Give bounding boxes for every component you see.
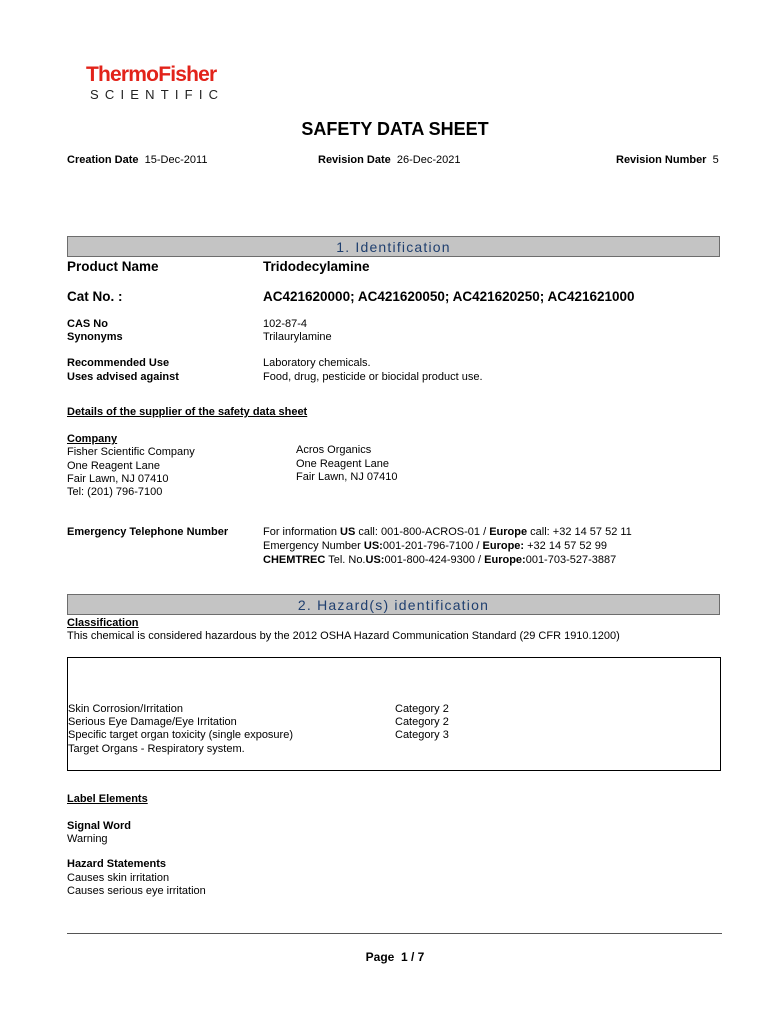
hazard-name: Specific target organ toxicity (single exposure): [68, 729, 293, 741]
creation-date-value: 15-Dec-2011: [144, 154, 208, 166]
cat-no-label: Cat No. :: [67, 289, 123, 304]
alt-company-line: One Reagent Lane: [296, 458, 389, 470]
emergency-line-3: CHEMTREC Tel. No.US:001-800-424-9300 / Europe:001-703-527-3887: [263, 554, 617, 566]
alt-company-line: Acros Organics: [296, 444, 372, 456]
hazard-statement: Causes serious eye irritation: [67, 885, 206, 897]
signal-word-value: Warning: [67, 833, 108, 845]
classification-label: Classification: [67, 617, 139, 629]
revision-number-value: 5: [712, 154, 719, 166]
document-title: SAFETY DATA SHEET: [301, 119, 489, 139]
revision-date: [318, 154, 460, 166]
recommended-use-label: Recommended Use: [67, 357, 170, 369]
uses-against-label: Uses advised against: [67, 371, 179, 383]
revision-date-value: 26-Dec-2021: [396, 154, 461, 166]
emergency-line-1: For information US call: 001-800-ACROS-01 / Europe call: +32 14 57 52 11: [263, 526, 632, 538]
page-value: 1 / 7: [401, 950, 425, 964]
company-line: One Reagent Lane: [67, 460, 160, 472]
label-elements-heading: Label Elements: [67, 793, 148, 805]
recommended-use-value: Laboratory chemicals.: [263, 357, 371, 369]
cat-no-value: AC421620000; AC421620050; AC421620250; AC421621000: [263, 289, 635, 304]
cas-value: 102-87-4: [263, 318, 308, 330]
revision-number-label: Revision Number: [616, 154, 707, 166]
hazard-statements-label: Hazard Statements: [67, 858, 167, 870]
product-name-value: Tridodecylamine: [263, 259, 370, 274]
hazard-category: Category 3: [395, 729, 449, 741]
synonyms-label: Synonyms: [67, 331, 123, 343]
hazard-category: Category 2: [395, 703, 449, 715]
section-heading-identification: 1. Identification: [67, 236, 720, 257]
logo-wordmark: ThermoFisher: [86, 63, 217, 86]
creation-date: [67, 154, 207, 166]
uses-against-value: Food, drug, pesticide or biocidal product use.: [263, 371, 483, 383]
hazard-name: Serious Eye Damage/Eye Irritation: [68, 716, 237, 728]
hazard-name: Target Organs - Respiratory system.: [68, 743, 245, 755]
product-name-label: Product Name: [67, 259, 159, 274]
cas-label: CAS No: [67, 318, 108, 330]
page-number: [0, 950, 768, 964]
hazard-name: Skin Corrosion/Irritation: [68, 703, 183, 715]
footer-rule: [67, 933, 722, 934]
emergency-label: Emergency Telephone Number: [67, 526, 229, 538]
section-heading-hazards: 2. Hazard(s) identification: [67, 594, 720, 615]
logo-subtitle: SCIENTIFIC: [90, 87, 225, 102]
company-line: Fair Lawn, NJ 07410: [67, 473, 169, 485]
hazard-statement: Causes skin irritation: [67, 872, 170, 884]
hazard-category: Category 2: [395, 716, 449, 728]
synonyms-value: Trilaurylamine: [263, 331, 332, 343]
signal-word-label: Signal Word: [67, 820, 131, 832]
revision-date-label: Revision Date: [318, 154, 391, 166]
company-label: Company: [67, 433, 118, 445]
company-line: Fisher Scientific Company: [67, 446, 195, 458]
emergency-line-2: Emergency Number US:001-201-796-7100 / Europe: +32 14 57 52 99: [263, 540, 607, 552]
page-label: Page: [365, 950, 395, 964]
supplier-heading: Details of the supplier of the safety data sheet: [67, 406, 308, 418]
company-line: Tel: (201) 796-7100: [67, 486, 163, 498]
classification-text: This chemical is considered hazardous by the 2012 OSHA Hazard Communication Standard (29 CFR 1910.1200): [67, 630, 620, 642]
revision-number: [616, 154, 719, 166]
creation-date-label: Creation Date: [67, 154, 139, 166]
alt-company-line: Fair Lawn, NJ 07410: [296, 471, 398, 483]
